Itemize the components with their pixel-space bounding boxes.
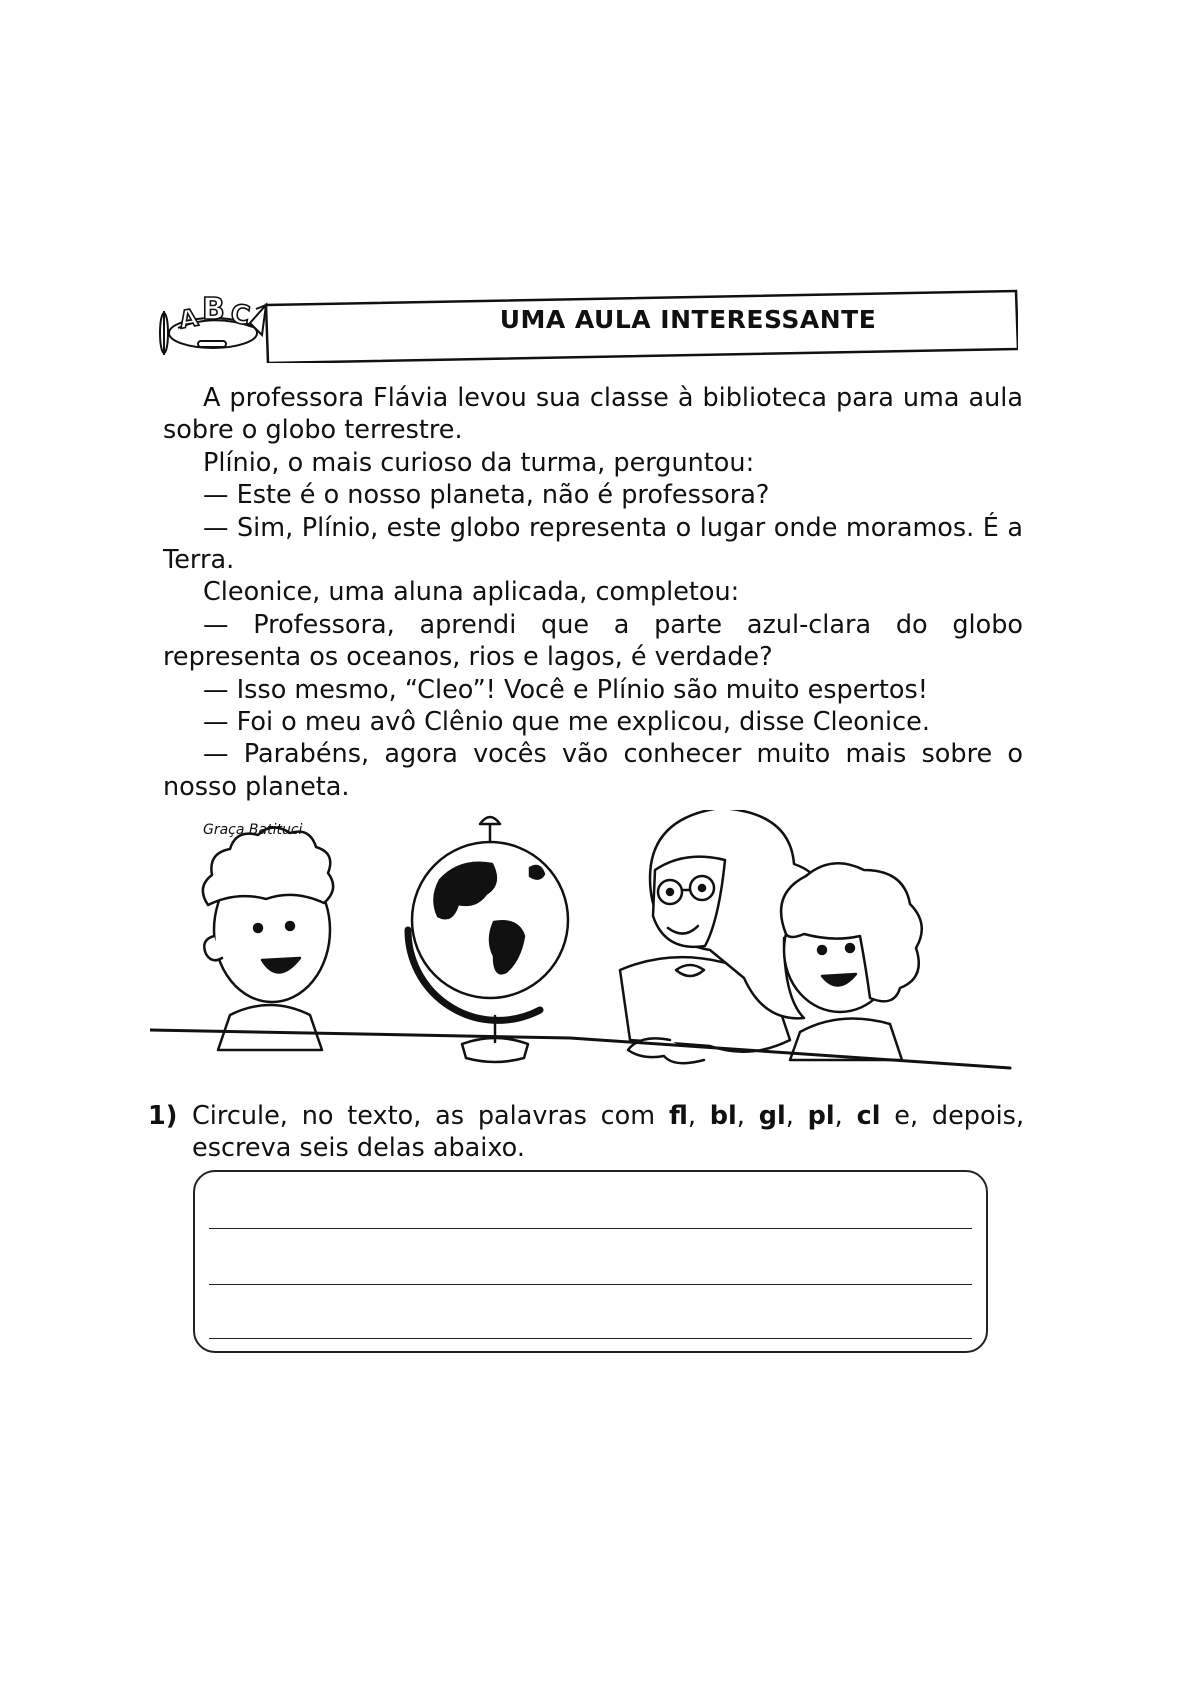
question-number: 1) — [148, 1101, 178, 1131]
svg-text:A: A — [176, 303, 201, 335]
question-conjunction: e, depois, — [894, 1101, 1025, 1131]
story-paragraph: — Foi o meu avô Clênio que me explicou, disse Cleonice. — [203, 707, 930, 738]
author-credit: Graça Batituci — [203, 822, 303, 838]
svg-text:B: B — [202, 292, 225, 327]
story-paragraph: — Parabéns, agora vocês vão conhecer muito mais sobre o nosso planeta. — [163, 739, 1023, 802]
story-text — [163, 382, 1023, 803]
answer-line[interactable] — [209, 1228, 972, 1229]
story-paragraph: — Professora, aprendi que a parte azul-clara do globo representa os oceanos, rios e lagos, é verdade? — [163, 609, 1023, 673]
question-text — [192, 1100, 1024, 1164]
title-banner — [158, 283, 1018, 363]
question-instruction: escreva seis delas abaixo. — [192, 1133, 525, 1163]
answer-line[interactable] — [209, 1338, 972, 1339]
girl-figure — [781, 863, 922, 1060]
svg-text:C: C — [228, 298, 253, 332]
classroom-illustration — [150, 810, 1040, 1092]
cluster-gl: gl — [758, 1101, 786, 1131]
story-paragraph: Plínio, o mais curioso da turma, perguntou: — [203, 447, 755, 478]
cluster-pl: pl — [807, 1101, 835, 1131]
illustration-graphic — [150, 810, 1040, 1092]
cluster-fl: fl — [668, 1101, 688, 1131]
globe-illustration — [408, 817, 568, 1062]
story-paragraph: Cleonice, uma aluna aplicada, completou: — [203, 577, 740, 608]
separator: , — [687, 1101, 696, 1131]
separator: , — [834, 1101, 843, 1131]
story-paragraph: — Sim, Plínio, este globo representa o lugar onde moramos. É a Terra. — [163, 512, 1023, 576]
question-1 — [148, 1100, 1024, 1164]
separator: , — [736, 1101, 745, 1131]
story-paragraph: — Este é o nosso planeta, não é professora? — [203, 480, 770, 511]
cluster-bl: bl — [709, 1101, 737, 1131]
question-intro: Circule, no texto, as palavras com — [192, 1101, 656, 1131]
cluster-cl: cl — [856, 1101, 881, 1131]
page-title: UMA AULA INTERESSANTE — [499, 305, 877, 334]
boy-figure — [203, 827, 333, 1050]
story-paragraph: — Isso mesmo, “Cleo”! Você e Plínio são muito espertos! — [203, 674, 929, 705]
story-paragraph: A professora Flávia levou sua classe à biblioteca para uma aula sobre o globo terrestre. — [163, 383, 1023, 446]
answer-box[interactable] — [193, 1170, 988, 1353]
separator: , — [785, 1101, 794, 1131]
answer-line[interactable] — [209, 1284, 972, 1285]
